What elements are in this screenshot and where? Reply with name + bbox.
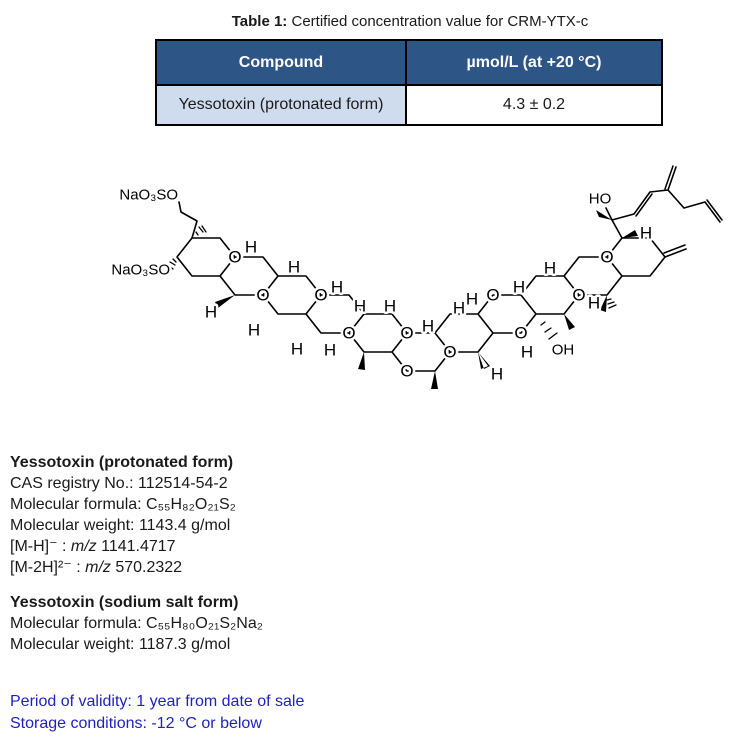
sulfate-group-label: NaO₃SO [119, 186, 178, 204]
header-concentration: µmol/L (at +20 °C) [406, 40, 662, 85]
stereo-hash-ticks [167, 226, 616, 339]
hydrogen-label: H [330, 277, 344, 297]
cell-compound: Yessotoxin (protonated form) [156, 85, 406, 125]
table-caption-label: Table 1: [231, 13, 288, 30]
structure-figure [0, 150, 753, 462]
hydrogen-label: H [244, 237, 258, 257]
hydrogen-label: H [287, 257, 301, 277]
info-block [10, 592, 263, 655]
ring-oxygen-label: O [600, 247, 614, 267]
hydrogen-label: H [543, 258, 557, 278]
table-row [156, 85, 662, 125]
hydroxyl-label: HO [588, 190, 612, 208]
ring-oxygen-label: O [514, 323, 528, 343]
footer-line: Period of validity: 1 year from date of sale [10, 693, 305, 710]
hydrogen-label: H [512, 277, 526, 297]
ring-oxygen-label: O [486, 285, 500, 305]
info-heading: Yessotoxin (protonated form) [10, 454, 234, 471]
ring-oxygen-label: O [400, 361, 414, 381]
ring-oxygen-label: O [400, 323, 414, 343]
ring-oxygen-label: O [572, 285, 586, 305]
header-compound: Compound [156, 40, 406, 85]
info-heading: Yessotoxin (sodium salt form) [10, 594, 239, 611]
info-blocks [10, 452, 263, 655]
hydrogen-label: H [587, 293, 601, 313]
hydrogen-label: H [353, 296, 367, 316]
hydrogen-label: H [465, 289, 479, 309]
ring-oxygen-label: O [443, 342, 457, 362]
info-block [10, 452, 263, 578]
info-line: Molecular formula: C₅₅H₈₀O₂₁S₂Na₂ [10, 615, 263, 632]
info-line: Molecular weight: 1143.4 g/mol [10, 517, 231, 534]
hydrogen-label: H [290, 339, 304, 359]
table-caption [155, 13, 665, 30]
cell-concentration: 4.3 ± 0.2 [406, 85, 662, 125]
hydrogen-label: H [452, 298, 466, 318]
hydrogen-label: H [520, 342, 534, 362]
ring-oxygen-label: O [342, 323, 356, 343]
hydrogen-label: H [490, 364, 504, 384]
ring-oxygen-label: O [256, 285, 270, 305]
table-caption-text: Certified concentration value for CRM-YTX-c [287, 13, 589, 30]
info-line: [M-H]⁻ : m/z 1141.4717 [10, 538, 176, 555]
hydrogen-label: H [323, 340, 337, 360]
info-line: Molecular weight: 1187.3 g/mol [10, 636, 231, 653]
ring-oxygen-label: O [314, 285, 328, 305]
yessotoxin-structure [0, 150, 753, 462]
hydrogen-label: H [247, 320, 261, 340]
ring-oxygen-label: O [228, 247, 242, 267]
info-line: [M-2H]²⁻ : m/z 570.2322 [10, 559, 183, 576]
hydrogen-label: H [383, 296, 397, 316]
info-line: Molecular formula: C₅₅H₈₂O₂₁S₂ [10, 496, 236, 513]
certified-value-table [155, 39, 663, 126]
hydrogen-label: H [204, 302, 218, 322]
hydrogen-label: H [639, 223, 653, 243]
validity-note [10, 691, 304, 735]
footer-line: Storage conditions: -12 °C or below [10, 715, 262, 732]
info-line: CAS registry No.: 112514-54-2 [10, 475, 228, 492]
table-header-row [156, 40, 662, 85]
sulfate-group-label: NaO₃SO [111, 261, 170, 279]
hydrogen-label: H [421, 316, 435, 336]
hydroxyl-label: OH [551, 341, 575, 359]
